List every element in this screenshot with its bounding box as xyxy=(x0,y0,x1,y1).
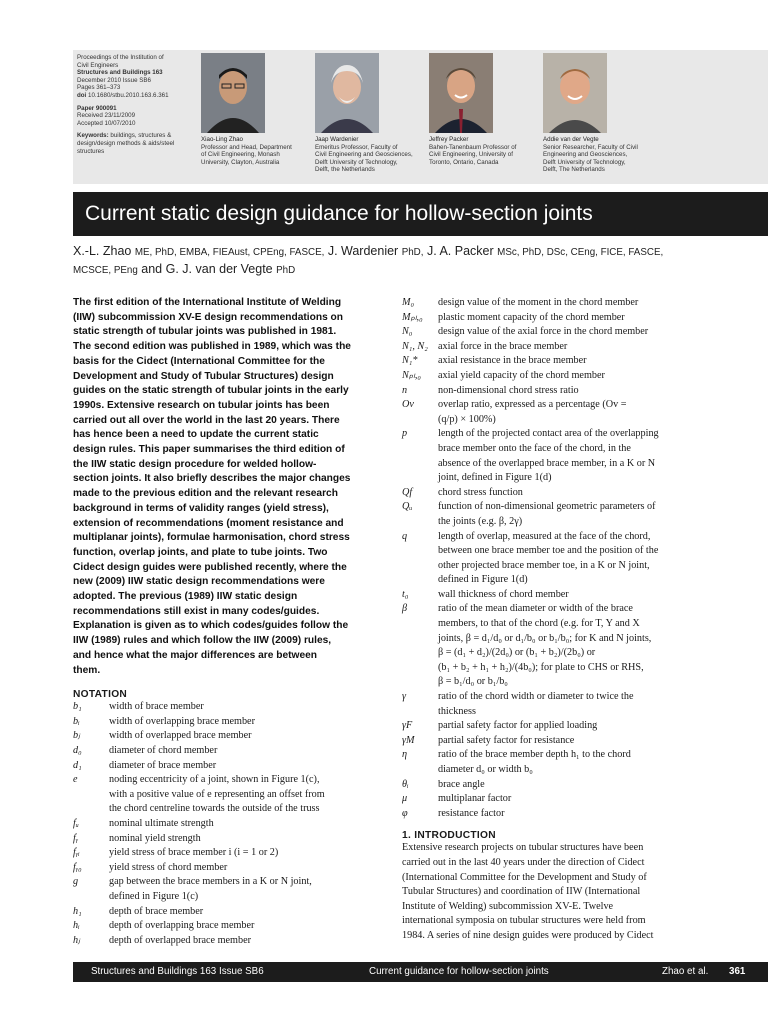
notation-definition: diameter d₀ or width b₀ xyxy=(438,764,533,775)
author-4-degrees: PhD xyxy=(276,265,296,276)
notation-definition: (b₁ + b₂ + h₁ + h₂)/(4b₀); for plate to CHS or RHS, xyxy=(438,661,644,673)
text-line: design rules. This paper summarises the third edition of xyxy=(73,444,345,456)
notation-entry xyxy=(402,354,702,369)
notation-symbol: hᵢ xyxy=(73,920,80,932)
notation-entry xyxy=(73,715,383,730)
notation-definition: members, to that of the chord (e.g. for T, Y and X xyxy=(438,618,640,630)
accepted-date: Accepted 10/07/2010 xyxy=(77,119,136,127)
notation-definition: ratio of the chord width or diameter to twice the xyxy=(438,691,634,703)
author-3-degrees: MSc, PhD, DSc, CEng, FICE, FASCE, xyxy=(497,247,664,258)
keywords-line2: design/design methods & aids/steel xyxy=(77,139,175,147)
text-line: Institute of Welding) subcommission XV-E. Twelve xyxy=(402,900,614,912)
notation-definition: length of overlap, measured at the face of the chord, xyxy=(438,530,651,542)
author-affiliation: Engineering and Geosciences, xyxy=(543,151,628,159)
notation-definition: chord stress function xyxy=(438,486,523,498)
notation-symbol: M₀ xyxy=(402,297,415,308)
notation-symbol xyxy=(402,632,438,647)
text-line: them. xyxy=(73,664,101,676)
text-line: static strength of tubular joints was published in 1981. xyxy=(73,326,337,338)
notation-definition: depth of overlapping brace member xyxy=(109,920,255,932)
notation-entry xyxy=(402,457,702,472)
notation-entry xyxy=(402,413,702,428)
notation-entry xyxy=(402,311,702,326)
journal-pages: Pages 361–373 xyxy=(77,84,121,92)
notation-symbol: Ov xyxy=(402,399,414,411)
author-affiliation: Professor and Head, Department xyxy=(201,143,292,151)
notation-entry xyxy=(73,773,383,788)
notation-definition: joints, β = d₁/d₀ or d₁/b₀ or b₁/b₀; for K and N joints, xyxy=(438,632,652,644)
notation-entry xyxy=(73,890,383,905)
text-line: Extensive research projects on tubular structures have been xyxy=(402,842,644,854)
text-line: extension of recommendations (moment resistance and xyxy=(73,517,344,529)
notation-symbol: μ xyxy=(402,793,408,805)
notation-entry xyxy=(402,602,702,617)
notation-definition: depth of overlapped brace member xyxy=(109,934,251,946)
text-line: adopted. The previous (1989) IIW static design xyxy=(73,591,298,603)
notation-entry xyxy=(402,325,702,340)
notation-definition: defined in Figure 1(d) xyxy=(438,574,528,586)
abstract xyxy=(73,296,383,678)
notation-definition: length of the projected contact area of the overlapping xyxy=(438,428,659,440)
author-1: X.-L. Zhao xyxy=(73,244,132,258)
notation-symbol: N₁, N₂ xyxy=(402,340,428,352)
notation-entry xyxy=(402,427,702,442)
notation-definition: axial resistance in the brace member xyxy=(438,355,587,367)
notation-symbol: fᵤ xyxy=(73,818,79,830)
notation-symbol xyxy=(402,559,438,574)
author-photo xyxy=(543,53,607,133)
notation-entry xyxy=(402,442,702,457)
notation-entry xyxy=(73,802,383,817)
notation-symbol: N₀ xyxy=(402,326,413,338)
notation-entry xyxy=(402,369,702,384)
notation-symbol: fᵧ xyxy=(73,832,79,844)
author-photo xyxy=(429,53,493,133)
notation-entry xyxy=(402,734,702,749)
author-affiliation: Civil Engineering, University of xyxy=(429,151,513,159)
notation-entry xyxy=(402,544,702,559)
author-affiliation: University, Clayton, Australia xyxy=(201,158,280,166)
notation-entry xyxy=(73,934,383,949)
author-3: J. A. Packer xyxy=(426,244,494,258)
author-name: Addie van der Vegte xyxy=(543,136,599,143)
notation-symbol xyxy=(402,471,438,486)
notation-definition: width of brace member xyxy=(109,701,204,713)
text-line: (International Committee for the Development and Study of xyxy=(402,871,647,883)
authors-strip xyxy=(193,50,768,184)
notation-definition: design value of the moment in the chord member xyxy=(438,297,639,308)
text-line: function, overlap joints, and plate to tube joints. Two xyxy=(73,546,328,558)
notation-definition: noding eccentricity of a joint, shown in Figure 1(c), xyxy=(109,774,320,786)
notation-entry xyxy=(402,530,702,545)
byline-and: and xyxy=(141,262,163,276)
text-line: Explanation is given as to which codes/guides follow the xyxy=(73,620,349,632)
notation-definition: multiplanar factor xyxy=(438,793,512,805)
text-line: the IIW static design procedure for welded hollow- xyxy=(73,458,317,470)
notation-symbol: fᵧᵢ xyxy=(73,847,80,859)
notation-entry xyxy=(73,817,383,832)
notation-entry xyxy=(402,690,702,705)
right-column xyxy=(402,296,702,944)
text-line: 1984. A series of nine design guides were produced by Cidect xyxy=(402,929,654,941)
text-line: background in terms of validity ranges (yield stress), xyxy=(73,502,329,514)
notation-symbol xyxy=(402,544,438,559)
page-number: 361 xyxy=(729,966,746,977)
journal-doi: doi 10.1680/stbu.2010.163.6.361 xyxy=(77,91,169,99)
notation-symbol: fᵧ₀ xyxy=(73,861,82,873)
notation-definition: thickness xyxy=(438,705,476,717)
footer-authors: Zhao et al. xyxy=(662,966,709,977)
notation-symbol: φ xyxy=(402,807,408,819)
notation-symbol xyxy=(73,890,109,905)
notation-definition: the joints (e.g. β, 2γ) xyxy=(438,515,523,527)
notation-definition: design value of the axial force in the chord member xyxy=(438,326,649,338)
journal-issue: December 2010 Issue SB6 xyxy=(77,76,151,84)
notation-definition: gap between the brace members in a K or N joint, xyxy=(109,876,312,888)
notation-entry xyxy=(402,778,702,793)
notation-definition: resistance factor xyxy=(438,807,505,819)
notation-symbol xyxy=(402,413,438,428)
notation-entry xyxy=(73,905,383,920)
text-line: Tubular Structures) and coordination of IIW (International xyxy=(402,886,641,898)
journal-name-line2: Civil Engineers xyxy=(77,61,119,69)
notation-symbol: γF xyxy=(402,720,413,732)
notation-symbol: γM xyxy=(402,734,415,746)
notation-definition: width of overlapped brace member xyxy=(109,730,252,742)
notation-symbol xyxy=(402,705,438,720)
notation-symbol xyxy=(402,457,438,472)
notation-symbol: d₀ xyxy=(73,745,82,757)
notation-entry xyxy=(402,500,702,515)
author-photo xyxy=(315,53,379,133)
text-line: carried out all over the world in the last 20 years. There xyxy=(73,414,340,426)
notation-definition: width of overlapping brace member xyxy=(109,715,255,727)
notation-definition: axial force in the brace member xyxy=(438,340,568,352)
notation-symbol: bⱼ xyxy=(73,730,80,742)
notation-entry xyxy=(73,919,383,934)
notation-definition: defined in Figure 1(c) xyxy=(109,891,199,902)
text-line: new (2009) IIW static design recommendations were xyxy=(73,576,325,588)
author-name: Jaap Wardenier xyxy=(315,136,359,143)
text-line: basis for the Cidect (International Committee for the xyxy=(73,355,325,367)
notation-symbol: bᵢ xyxy=(73,715,80,727)
notation-entry xyxy=(402,617,702,632)
notation-definition: between one brace member toe and the position of the xyxy=(438,545,659,557)
notation-entry xyxy=(402,296,702,311)
notation-entry xyxy=(402,588,702,603)
text-line: guides on the static strength of tubular joints in the early xyxy=(73,385,349,397)
author-affiliation: Delft, the Netherlands xyxy=(315,166,375,174)
notation-definition: brace member onto the face of the chord, in the xyxy=(438,442,631,454)
notation-definition: partial safety factor for resistance xyxy=(438,734,575,746)
author-affiliation: Delft, The Netherlands xyxy=(543,166,605,174)
text-line: and hence what the major differences are between xyxy=(73,649,318,661)
notation-symbol xyxy=(402,617,438,632)
title-bar xyxy=(73,192,768,236)
notation-entry xyxy=(402,646,702,661)
notation-definition: ratio of the brace member depth h₁ to the chord xyxy=(438,749,631,761)
notation-symbol: Nₚₗ,₀ xyxy=(402,369,421,381)
notation-entry xyxy=(73,759,383,774)
paper-title: Current static design guidance for hollow-section joints xyxy=(85,202,593,225)
notation-symbol: g xyxy=(73,876,79,888)
notation-definition: absence of the overlapped brace member, in a K or N xyxy=(438,457,656,469)
notation-symbol: β xyxy=(402,603,408,615)
notation-entry xyxy=(402,559,702,574)
left-column xyxy=(73,296,383,948)
notation-symbol: γ xyxy=(402,691,407,703)
notation-entry xyxy=(402,748,702,763)
author-2-degrees: PhD, xyxy=(401,247,424,258)
author-name: Xiao-Ling Zhao xyxy=(201,136,243,143)
text-line: The second edition was published in 1989, which was the xyxy=(73,341,351,353)
notation-entry xyxy=(73,700,383,715)
notation-entry xyxy=(402,398,702,413)
author-3-degrees-cont: MCSCE, PEng xyxy=(73,265,138,276)
notation-entry xyxy=(73,744,383,759)
notation-entry xyxy=(402,705,702,720)
notation-definition: β = b₁/d₀ or b₁/b₀ xyxy=(438,676,508,688)
notation-definition: wall thickness of chord member xyxy=(438,588,569,600)
notation-definition: partial safety factor for applied loading xyxy=(438,720,598,732)
notation-entry xyxy=(73,846,383,861)
notation-entry xyxy=(73,729,383,744)
introduction-heading: 1. INTRODUCTION xyxy=(402,830,496,842)
journal-series: Structures and Buildings 163 xyxy=(77,69,163,77)
text-line: multiplanar joints), formulae harmonisation, chord stress xyxy=(73,532,350,544)
notation-definition: diameter of chord member xyxy=(109,745,218,757)
notation-definition: non-dimensional chord stress ratio xyxy=(438,384,579,396)
notation-definition: ratio of the mean diameter or width of the brace xyxy=(438,603,633,615)
footer-journal: Structures and Buildings 163 Issue SB6 xyxy=(91,966,264,977)
notation-symbol xyxy=(402,646,438,661)
notation-symbol: p xyxy=(402,428,408,440)
author-photo xyxy=(201,53,265,133)
notation-symbol xyxy=(402,763,438,778)
text-line: Cidect design guides were published recently, where the xyxy=(73,561,347,573)
notation-entry xyxy=(73,788,383,803)
notation-symbol xyxy=(402,573,438,588)
byline xyxy=(73,243,723,279)
author-affiliation: Civil Engineering and Geosciences, xyxy=(315,151,413,159)
text-line: 1990s. Extensive research on tubular joints has been xyxy=(73,399,330,411)
notation-definition: yield stress of brace member i (i = 1 or 2) xyxy=(109,847,279,859)
notation-definition: overlap ratio, expressed as a percentage (Ov = xyxy=(438,399,627,411)
notation-definition: joint, defined in Figure 1(d) xyxy=(438,472,552,484)
notation-entry xyxy=(402,515,702,530)
notation-symbol xyxy=(402,515,438,530)
notation-definition: brace angle xyxy=(438,778,485,790)
notation-symbol: hⱼ xyxy=(73,934,80,946)
notation-symbol: h₁ xyxy=(73,905,82,917)
notation-symbol: Qf xyxy=(402,486,413,498)
author-affiliation: Toronto, Ontario, Canada xyxy=(429,158,499,166)
publication-info-box xyxy=(73,50,193,184)
notation-symbol: q xyxy=(402,530,408,542)
notation-entry xyxy=(402,807,702,822)
notation-entry xyxy=(73,861,383,876)
notation-entry xyxy=(73,832,383,847)
author-affiliation: of Civil Engineering, Monash xyxy=(201,151,280,159)
notation-symbol: n xyxy=(402,384,408,396)
notation-entry xyxy=(402,719,702,734)
author-affiliation: Bahen-Tanenbaum Professor of xyxy=(429,143,517,151)
notation-symbol xyxy=(402,442,438,457)
notation-definition: axial yield capacity of the chord member xyxy=(438,369,605,381)
text-line: section joints. It also briefly describes the major changes xyxy=(73,473,351,485)
notation-definition: nominal yield strength xyxy=(109,832,201,844)
notation-entry xyxy=(402,763,702,778)
notation-entry xyxy=(402,573,702,588)
notation-entry xyxy=(402,675,702,690)
notation-definition: β = (d₁ + d₂)/(2d₀) or (b₁ + b₂)/(2b₀) or xyxy=(438,647,596,659)
notation-symbol xyxy=(402,661,438,676)
notation-entry xyxy=(73,875,383,890)
text-line: made to the previous edition and the relevant research xyxy=(73,488,338,500)
text-line: (IIW) subcommission XV-E design recommendations on xyxy=(73,311,344,323)
author-affiliation: Delft University of Technology, xyxy=(315,158,398,166)
notation-symbol: e xyxy=(73,774,78,786)
author-2: J. Wardenier xyxy=(327,244,399,258)
notation-symbol: η xyxy=(402,749,408,761)
text-line: IIW (1989) rules and which follow the IIW (2009) rules, xyxy=(73,635,332,647)
notation-symbol xyxy=(402,675,438,690)
notation-symbol xyxy=(73,788,109,803)
keywords: Keywords: buildings, structures & xyxy=(77,132,172,140)
notation-symbol xyxy=(73,802,109,817)
notation-definition: (q/p) × 100%) xyxy=(438,413,496,425)
notation-symbol: d₁ xyxy=(73,759,82,771)
notation-symbol: Mₚₗ,₀ xyxy=(402,311,423,323)
footer-short-title: Current guidance for hollow-section joints xyxy=(369,966,549,977)
notation-definition: with a positive value of e representing an offset from xyxy=(109,788,325,800)
notation-definition: nominal ultimate strength xyxy=(109,818,214,830)
author-1-degrees: ME, PhD, EMBA, FIEAust, CPEng, FASCE, xyxy=(134,247,325,258)
notation-symbol: Qᵤ xyxy=(402,501,413,513)
received-date: Received 23/11/2009 xyxy=(77,112,136,120)
keywords-line3: structures xyxy=(77,147,105,155)
notation-definition: depth of brace member xyxy=(109,905,204,917)
notation-definition: other projected brace member toe, in a K or N joint, xyxy=(438,559,650,571)
journal-name-line1: Proceedings of the Institution of xyxy=(77,54,164,61)
paper-number: Paper 900091 xyxy=(77,104,117,112)
notation-definition: plastic moment capacity of the chord member xyxy=(438,311,625,323)
notation-definition: function of non-dimensional geometric parameters of xyxy=(438,501,656,513)
notation-definition: the chord centreline towards the outside of the truss xyxy=(109,803,320,815)
notation-entry xyxy=(402,340,702,355)
text-line: has hence been a need to update the current static xyxy=(73,429,319,441)
text-line: carried out in the last 40 years under the direction of Cidect xyxy=(402,856,645,868)
page-footer xyxy=(73,962,768,982)
author-affiliation: Delft University of Technology, xyxy=(543,158,626,166)
notation-entry xyxy=(402,384,702,399)
author-name: Jeffrey Packer xyxy=(429,136,469,143)
notation-symbol: b₁ xyxy=(73,701,82,713)
notation-entry xyxy=(402,792,702,807)
notation-entry xyxy=(402,486,702,501)
text-line: Development and Study of Tubular Structures) design xyxy=(73,370,334,382)
notation-entry xyxy=(402,632,702,647)
notation-entry xyxy=(402,471,702,486)
author-affiliation: Emeritus Professor, Faculty of xyxy=(315,143,398,151)
text-line: recommendations still exist in many codes/guides. xyxy=(73,605,320,617)
notation-symbol: θᵢ xyxy=(402,778,409,790)
notation-symbol: t₀ xyxy=(402,588,409,600)
introduction-text xyxy=(402,841,702,943)
notation-list xyxy=(73,700,383,948)
author-4: G. J. van der Vegte xyxy=(165,262,273,276)
author-affiliation: Senior Researcher, Faculty of Civil xyxy=(543,143,638,151)
text-line: international symposia on tubular structures were held from xyxy=(402,915,646,927)
notation-definition: yield stress of chord member xyxy=(109,861,228,873)
text-line: The first edition of the International Institute of Welding xyxy=(73,297,342,308)
notation-symbol: N₁* xyxy=(402,355,418,367)
notation-definition: diameter of brace member xyxy=(109,759,217,771)
notation-entry xyxy=(402,661,702,676)
notation-heading: NOTATION xyxy=(73,689,128,701)
notation-list-continued xyxy=(402,296,702,821)
